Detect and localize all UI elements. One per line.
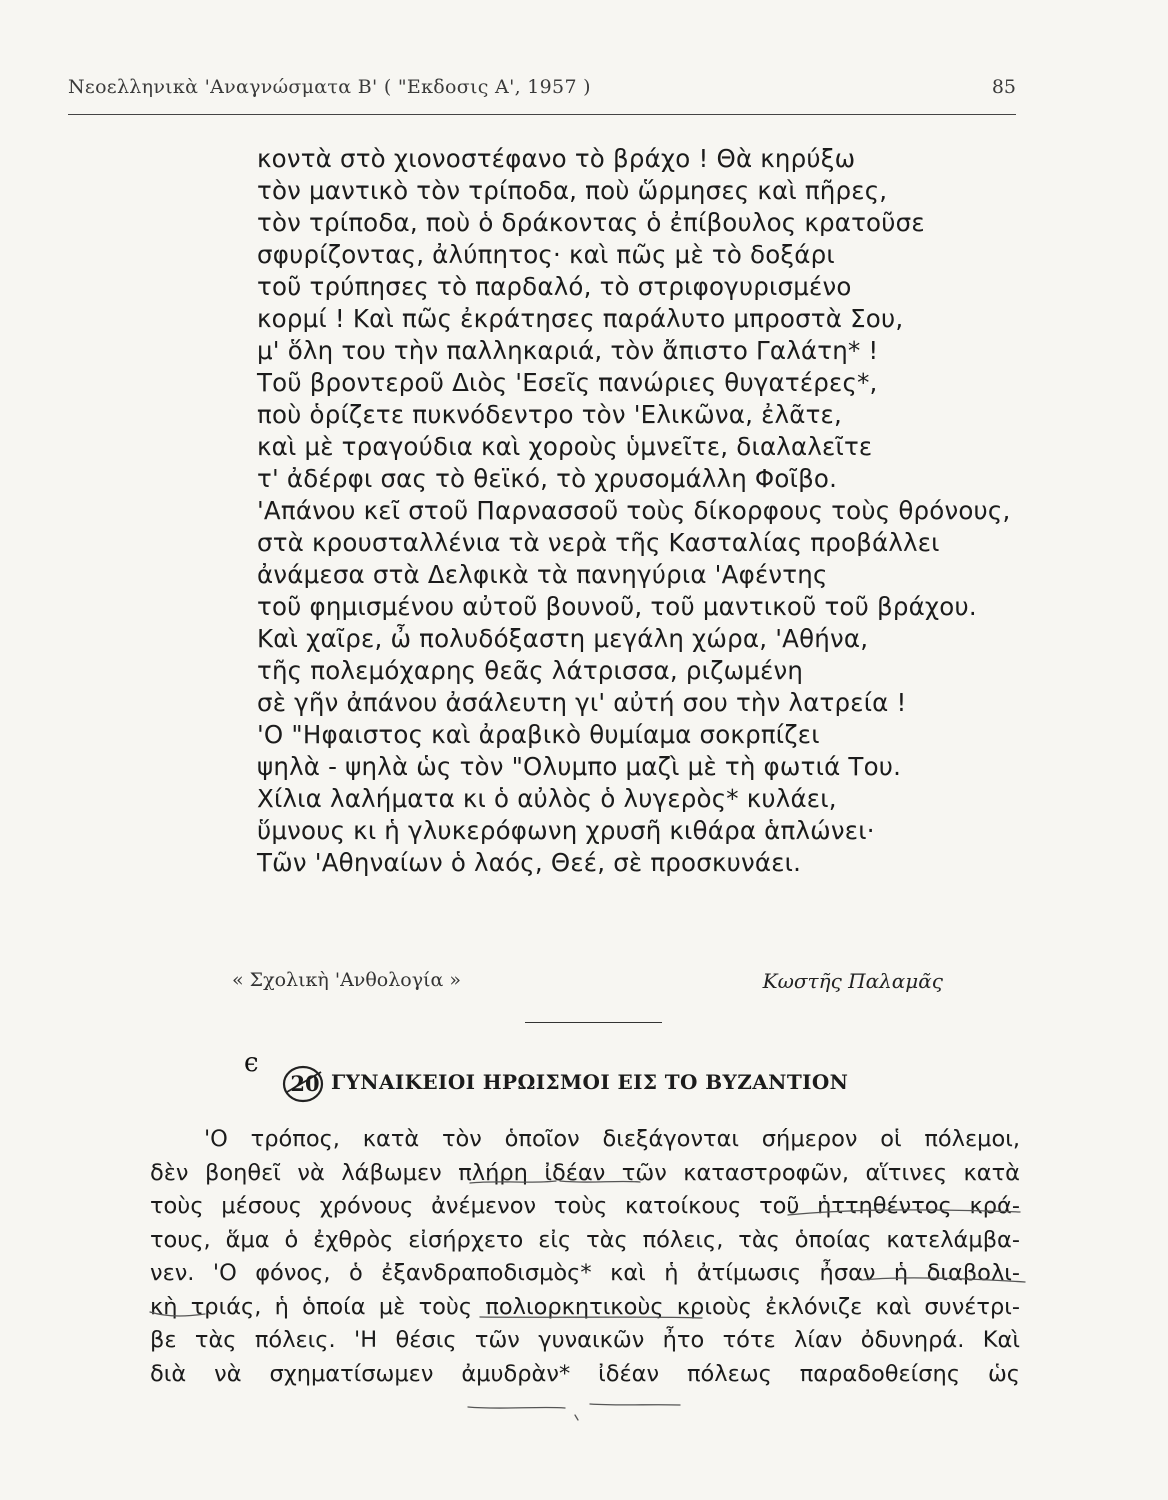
body-line: τους, ἅμα ὁ ἐχθρὸς εἰσήρχετο εἰς τὰς πόλεις, τὰς ὁποίας κατελάμβα- xyxy=(150,1226,1020,1253)
poem-line: 'Απάνου κεῖ στοῦ Παρνασσοῦ τοὺς δίκορφους τοὺς θρόνους, xyxy=(257,496,1011,525)
poem-line: τὸν μαντικὸ τὸν τρίποδα, ποὺ ὥρμησες καὶ πῆρες, xyxy=(257,176,888,205)
section-number xyxy=(285,1066,325,1102)
poem-line: Τῶν 'Αθηναίων ὁ λαός, Θεέ, σὲ προσκυνάει. xyxy=(257,848,802,877)
poem-line: τοῦ τρύπησες τὸ παρδαλό, τὸ στριφογυρισμένο xyxy=(257,272,852,301)
body-line: 'Ο τρόπος, κατὰ τὸν ὁποῖον διεξάγονται σήμερον οἱ πόλεμοι, xyxy=(204,1126,1020,1152)
header-rule xyxy=(68,114,1016,115)
poem-line: τοῦ φημισμένου αὐτοῦ βουνοῦ, τοῦ μαντικοῦ τοῦ βράχου. xyxy=(257,592,977,621)
poem-line: Χίλια λαλήματα κι ὁ αὐλὸς ὁ λυγερὸς* κυλάει, xyxy=(257,784,837,813)
poem-line: ὕμνους κι ἡ γλυκερόφωνη χρυσῆ κιθάρα ἁπλώνει· xyxy=(257,816,875,845)
poem-line: 'Ο "Ηφαιστος καὶ ἀραβικὸ θυμίαμα σοκρπίζει xyxy=(257,720,820,749)
page-number: 85 xyxy=(991,76,1016,98)
poem-line: κορμί ! Καὶ πῶς ἐκράτησες παράλυτο μπροστὰ Σου, xyxy=(257,304,904,333)
poem-line: κοντὰ στὸ χιονοστέφανο τὸ βράχο ! Θὰ κηρύξω xyxy=(257,144,856,173)
poem-line: ποὺ ὁρίζετε πυκνόδεντρο τὸν 'Ελικῶνα, ἐλᾶτε, xyxy=(257,400,842,429)
body-line: νεν. 'Ο φόνος, ὁ ἐξανδραποδισμὸς* καὶ ἡ ἀτίμωσις ἦσαν ἡ διαβολι- xyxy=(150,1260,1020,1286)
section-divider xyxy=(525,1022,662,1023)
section-title: ΓΥΝΑΙΚΕΙΟΙ ΗΡΩΙΣΜΟΙ ΕΙΣ ΤΟ ΒΥΖΑΝΤΙΟΝ xyxy=(331,1070,849,1094)
poem-line: στὰ κρουσταλλένια τὰ νερὰ τῆς Κασταλίας προβάλλει xyxy=(257,528,940,557)
poem-line: μ' ὅλη του τὴν παλληκαριά, τὸν ἄπιστο Γαλάτη* ! xyxy=(257,336,879,365)
page-header xyxy=(68,70,1016,110)
poem-source: « Σχολικὴ 'Ανθολογία » xyxy=(232,969,461,991)
poem-line: τ' ἀδέρφι σας τὸ θεϊκό, τὸ χρυσομάλλη Φοῖβο. xyxy=(257,464,838,493)
poem-line: ψηλὰ - ψηλὰ ὡς τὸν "Ολυμπο μαζὶ μὲ τὴ φωτιά Του. xyxy=(257,752,902,781)
section-body xyxy=(150,1123,1020,1391)
poem-line: Τοῦ βροντεροῦ Διὸς 'Εσεῖς πανώριες θυγατέρες*, xyxy=(257,368,878,397)
poem-line: σφυρίζοντας, ἀλύπητος· καὶ πῶς μὲ τὸ δοξάρι xyxy=(257,240,835,269)
poem xyxy=(257,143,1017,879)
poem-line: σὲ γῆν ἀπάνου ἀσάλευτη γι' αὐτή σου τὴν λατρεία ! xyxy=(257,688,907,717)
poem-line: τῆς πολεμόχαρης θεᾶς λάτρισσα, ριζωμένη xyxy=(257,656,804,685)
body-line: διὰ νὰ σχηματίσωμεν ἀμυδρὰν* ἰδέαν πόλεως παραδοθείσης ὡς xyxy=(150,1360,1020,1387)
running-title: Νεοελληνικὰ 'Αναγνώσματα Β' ( "Εκδοσις Α', 1957 ) xyxy=(68,76,591,98)
poem-line: τὸν τρίποδα, ποὺ ὁ δράκοντας ὁ ἐπίβουλος κρατοῦσε xyxy=(257,208,925,237)
poem-line: ἀνάμεσα στὰ Δελφικὰ τὰ πανηγύρια 'Αφέντης xyxy=(257,560,828,589)
poem-line: Καὶ χαῖρε, ὦ πολυδόξαστη μεγάλη χώρα, 'Αθήνα, xyxy=(257,624,869,653)
poem-author: Κωστῆς Παλαμᾶς xyxy=(762,969,943,993)
body-line: βε τὰς πόλεις. 'Η θέσις τῶν γυναικῶν ἦτο τότε λίαν ὀδυνηρά. Καὶ xyxy=(150,1327,1020,1353)
handwritten-margin-mark: ϵ xyxy=(244,1048,259,1078)
poem-line: καὶ μὲ τραγούδια καὶ χοροὺς ὑμνεῖτε, διαλαλεῖτε xyxy=(257,432,873,461)
section-number-text: 20 xyxy=(290,1071,320,1096)
body-line: δὲν βοηθεῖ νὰ λάβωμεν πλήρη ἰδέαν τῶν καταστροφῶν, αἵτινες κατὰ xyxy=(150,1159,1020,1186)
body-line: τοὺς μέσους χρόνους ἀνέμενον τοὺς κατοίκους τοῦ ἡττηθέντος κρά- xyxy=(150,1193,1020,1219)
body-line: κὴ τριάς, ἡ ὁποία μὲ τοὺς πολιορκητικοὺς κριοὺς ἐκλόνιζε καὶ συνέτρι- xyxy=(150,1293,1020,1320)
